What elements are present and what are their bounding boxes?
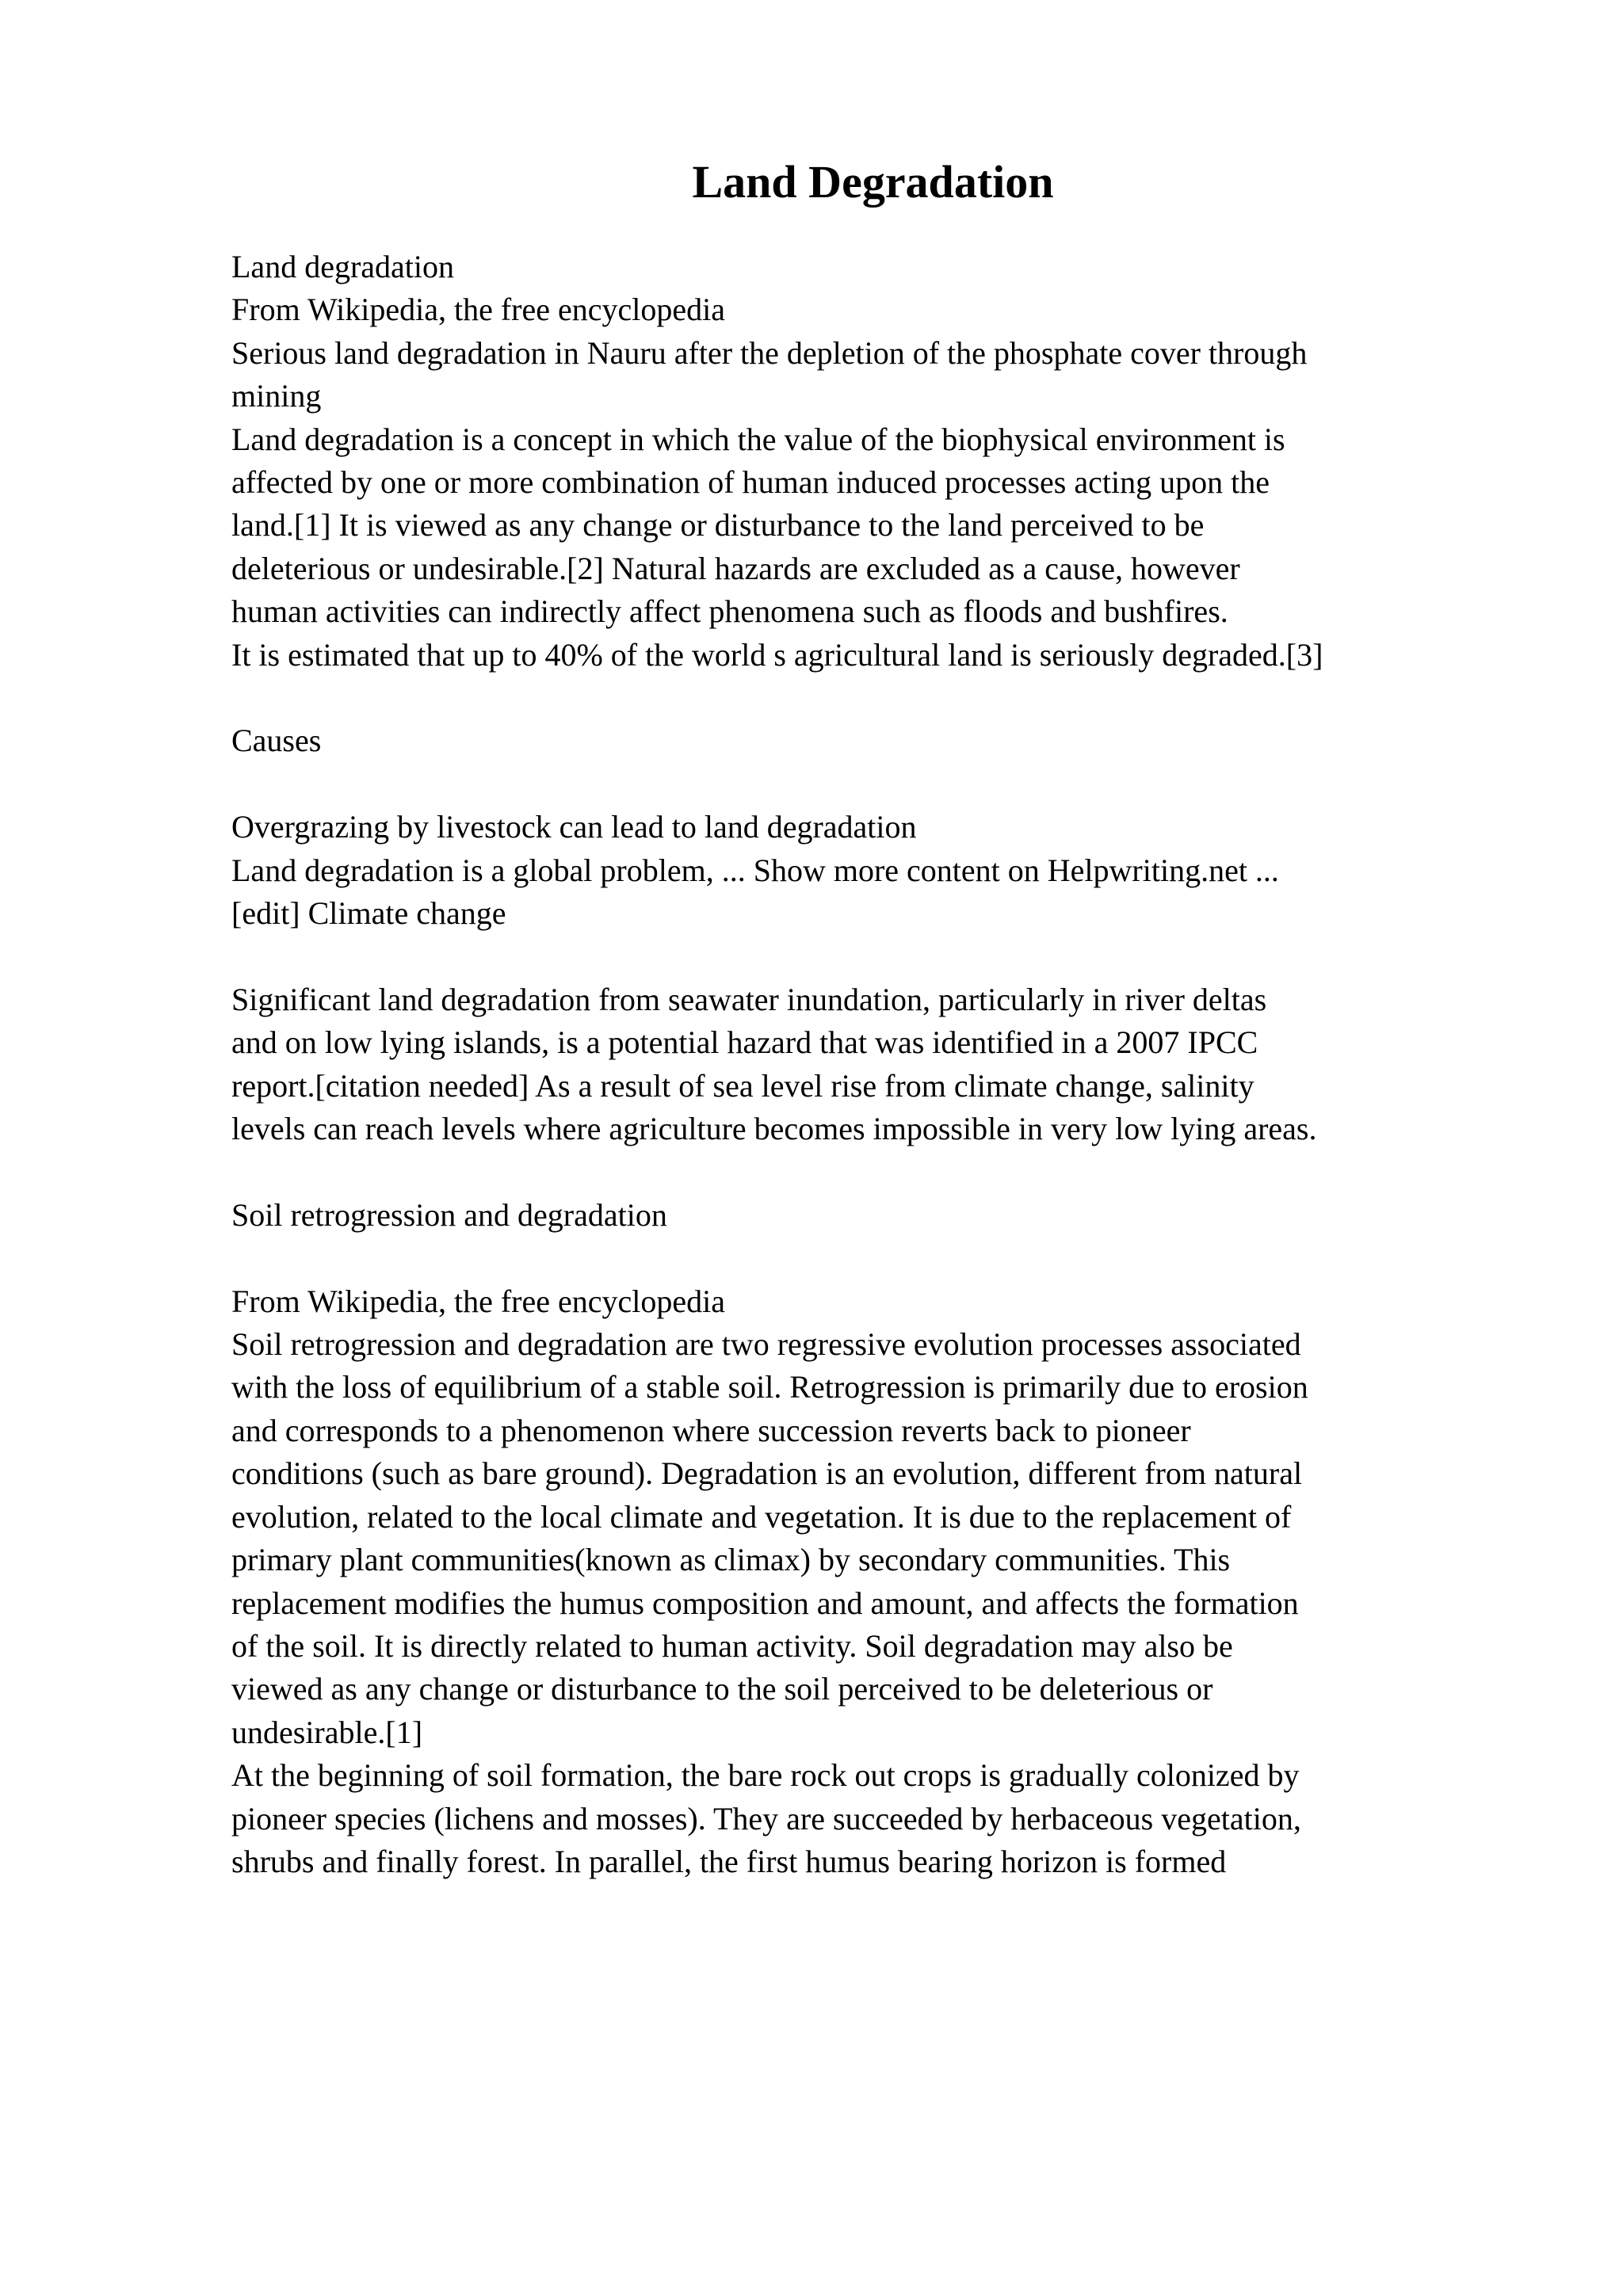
blank-line — [231, 763, 1515, 806]
text-line: and on low lying islands, is a potential hazard that was identified in a 2007 IPCC — [231, 1024, 1258, 1061]
text-line: undesirable.[1] — [231, 1714, 423, 1750]
text-line: Soil retrogression and degradation — [231, 1196, 667, 1233]
text-line: It is estimated that up to 40% of the world s agricultural land is seriously degraded.[3] — [231, 636, 1323, 673]
text-line: shrubs and finally forest. In parallel, the first humus bearing horizon is formed — [231, 1843, 1227, 1879]
text-line: From Wikipedia, the free encyclopedia — [231, 1283, 725, 1319]
text-line: Land degradation — [231, 249, 454, 284]
text-line: with the loss of equilibrium of a stable soil. Retrogression is primarily due to erosion — [231, 1369, 1308, 1405]
text-line: Serious land degradation in Nauru after the depletion of the phosphate cover through — [231, 334, 1308, 371]
document-title: Land Degradation — [692, 156, 1054, 208]
text-line: [edit] Climate change — [231, 895, 506, 932]
text-line: viewed as any change or disturbance to the soil perceived to be deleterious or — [231, 1671, 1213, 1707]
text-line: mining — [231, 378, 322, 414]
text-line: human activities can indirectly affect phenomena such as floods and bushfires. — [231, 593, 1228, 630]
text-line: Overgrazing by livestock can lead to land degradation — [231, 809, 917, 845]
blank-line — [231, 1150, 1515, 1193]
blank-line — [231, 677, 1515, 719]
text-line: pioneer species (lichens and mosses). They are succeeded by herbaceous vegetation, — [231, 1800, 1301, 1836]
text-line: Significant land degradation from seawater inundation, particularly in river deltas — [231, 981, 1267, 1017]
text-line: replacement modifies the humus composition and amount, and affects the formation — [231, 1585, 1299, 1621]
text-line: deleterious or undesirable.[2] Natural hazards are excluded as a cause, however — [231, 550, 1240, 586]
text-line: primary plant communities(known as climax) by secondary communities. This — [231, 1542, 1231, 1578]
text-line: Land degradation is a global problem, ... Show more content on Helpwriting.net ... — [231, 852, 1279, 888]
text-line: and corresponds to a phenomenon where succession reverts back to pioneer — [231, 1412, 1191, 1448]
text-line: At the beginning of soil formation, the bare rock out crops is gradually colonized by — [231, 1757, 1300, 1794]
text-line: Soil retrogression and degradation are two regressive evolution processes associated — [231, 1326, 1301, 1363]
blank-line — [231, 935, 1515, 978]
text-line: conditions (such as bare ground). Degradation is an evolution, different from natural — [231, 1455, 1303, 1492]
text-line: land.[1] It is viewed as any change or disturbance to the land perceived to be — [231, 507, 1205, 543]
text-line: From Wikipedia, the free encyclopedia — [231, 292, 725, 328]
text-line: levels can reach levels where agriculture becomes impossible in very low lying areas. — [231, 1111, 1317, 1147]
text-line: report.[citation needed] As a result of sea level rise from climate change, salinity — [231, 1067, 1254, 1104]
text-line: Land degradation is a concept in which the value of the biophysical environment is — [231, 421, 1285, 457]
text-line: evolution, related to the local climate and vegetation. It is due to the replacement of — [231, 1498, 1292, 1535]
blank-line — [231, 1237, 1515, 1280]
document-body — [231, 246, 1515, 1883]
text-line: affected by one or more combination of human induced processes acting upon the — [231, 464, 1270, 501]
text-line: Causes — [231, 723, 322, 759]
text-line: of the soil. It is directly related to human activity. Soil degradation may also be — [231, 1627, 1233, 1664]
